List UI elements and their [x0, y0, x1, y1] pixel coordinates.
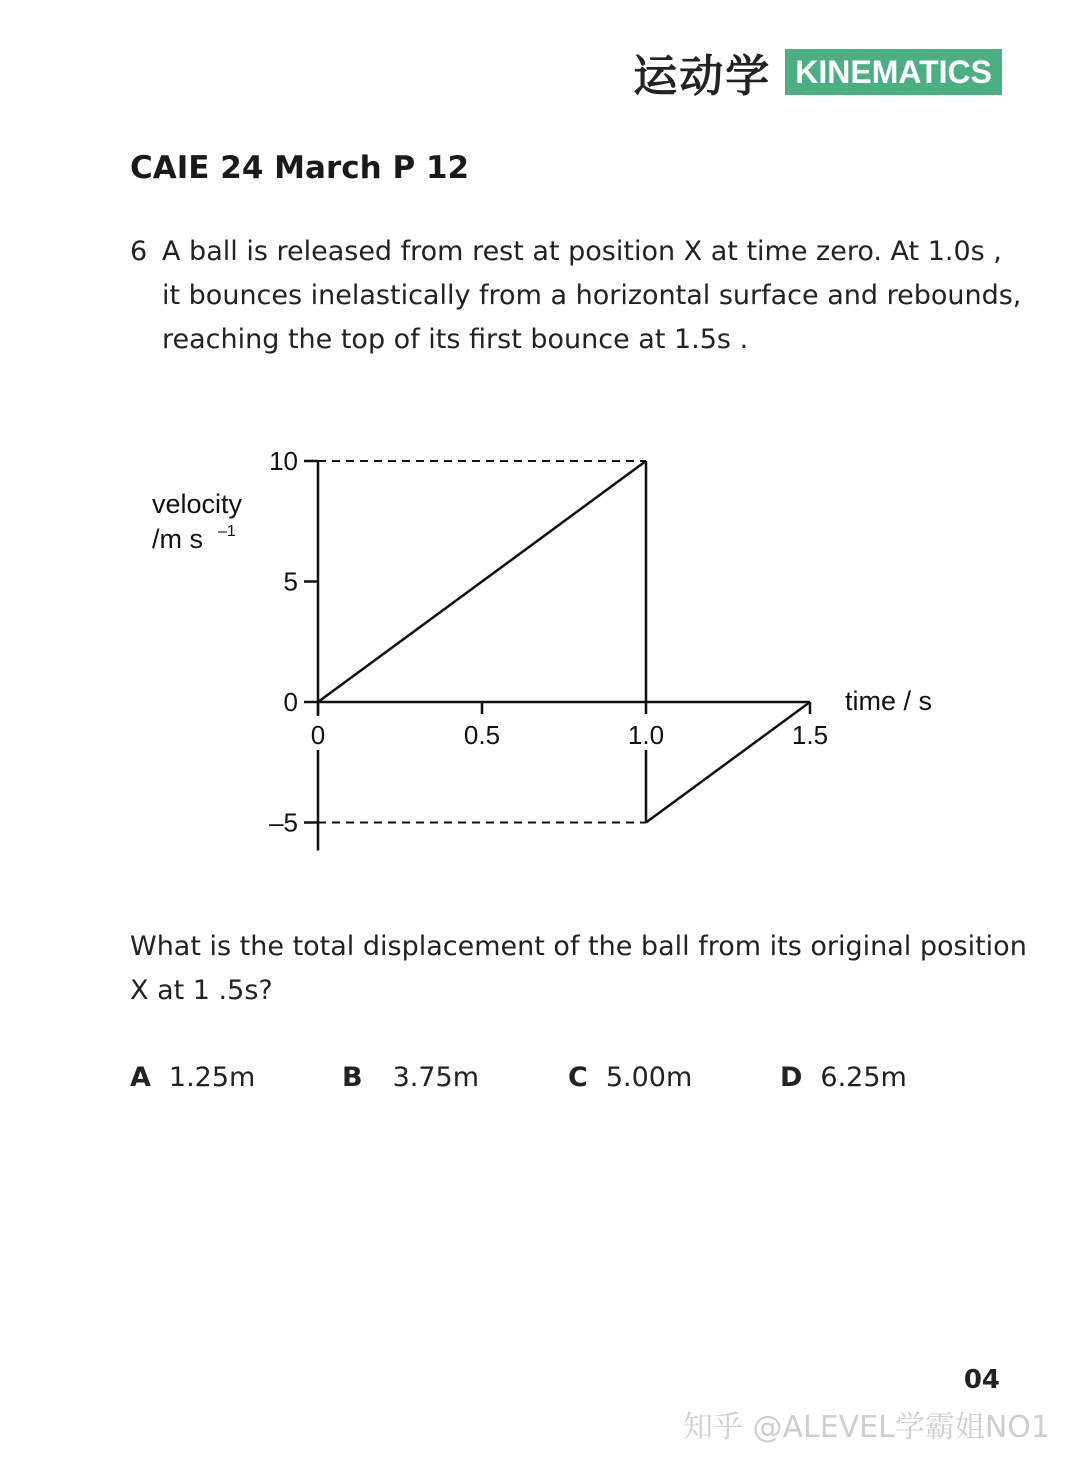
header	[633, 40, 1002, 104]
option-d-value: 6.25m	[820, 1062, 907, 1093]
prompt-line-2: X at 1 .5s?	[130, 975, 273, 1006]
x-tick-label: 0	[310, 720, 326, 750]
watermark: 知乎 @ALEVEL学霸姐NO1	[682, 1410, 1050, 1445]
option-b[interactable]	[342, 1062, 479, 1093]
question-line-3: reaching the top of its first bounce at 1.5s .	[162, 324, 749, 355]
x-tick-label: 1.5	[791, 720, 829, 750]
paper-title: CAIE 24 March P 12	[130, 150, 470, 186]
velocity-segment-rise	[646, 702, 810, 823]
header-chinese-title: 运动学	[633, 51, 772, 102]
y-axis-unit-superscript: –1	[218, 523, 236, 540]
option-c-value: 5.00m	[605, 1062, 693, 1093]
x-axis-label: time / s	[845, 686, 933, 716]
y-axis-unit: /m s	[152, 524, 203, 554]
option-b-value: 3.75m	[392, 1062, 480, 1093]
y-tick-label: –5	[269, 807, 298, 838]
y-axis-label: velocity	[152, 489, 243, 519]
y-tick-label: 10	[269, 446, 298, 476]
y-tick-label: 0	[283, 687, 298, 717]
option-d[interactable]	[780, 1062, 907, 1093]
x-tick-label: 0.5	[463, 720, 501, 750]
prompt-line-1: What is the total displacement of the ball from its original position	[130, 931, 1027, 962]
header-kinematics-badge: KINEMATICS	[785, 49, 1002, 95]
x-tick-label: 1.0	[627, 720, 665, 750]
option-a-letter: A	[130, 1062, 151, 1093]
question-prompt	[130, 925, 1027, 1013]
question-block	[130, 230, 1022, 362]
option-a-value: 1.25m	[168, 1062, 256, 1093]
option-b-letter: B	[342, 1062, 363, 1093]
option-a[interactable]	[130, 1062, 255, 1093]
velocity-time-graph	[140, 430, 960, 870]
question-line-2: it bounces inelastically from a horizontal surface and rebounds,	[162, 280, 1022, 311]
velocity-segment-fall	[318, 461, 646, 702]
question-text	[162, 230, 1022, 362]
option-c[interactable]	[568, 1062, 692, 1093]
option-c-letter: C	[568, 1062, 588, 1093]
question-number: 6	[130, 236, 148, 267]
question-line-1: A ball is released from rest at position X at time zero. At 1.0s ,	[162, 236, 1002, 267]
page-number: 04	[963, 1365, 1000, 1395]
y-tick-label: 5	[283, 566, 298, 597]
option-d-letter: D	[780, 1062, 803, 1093]
